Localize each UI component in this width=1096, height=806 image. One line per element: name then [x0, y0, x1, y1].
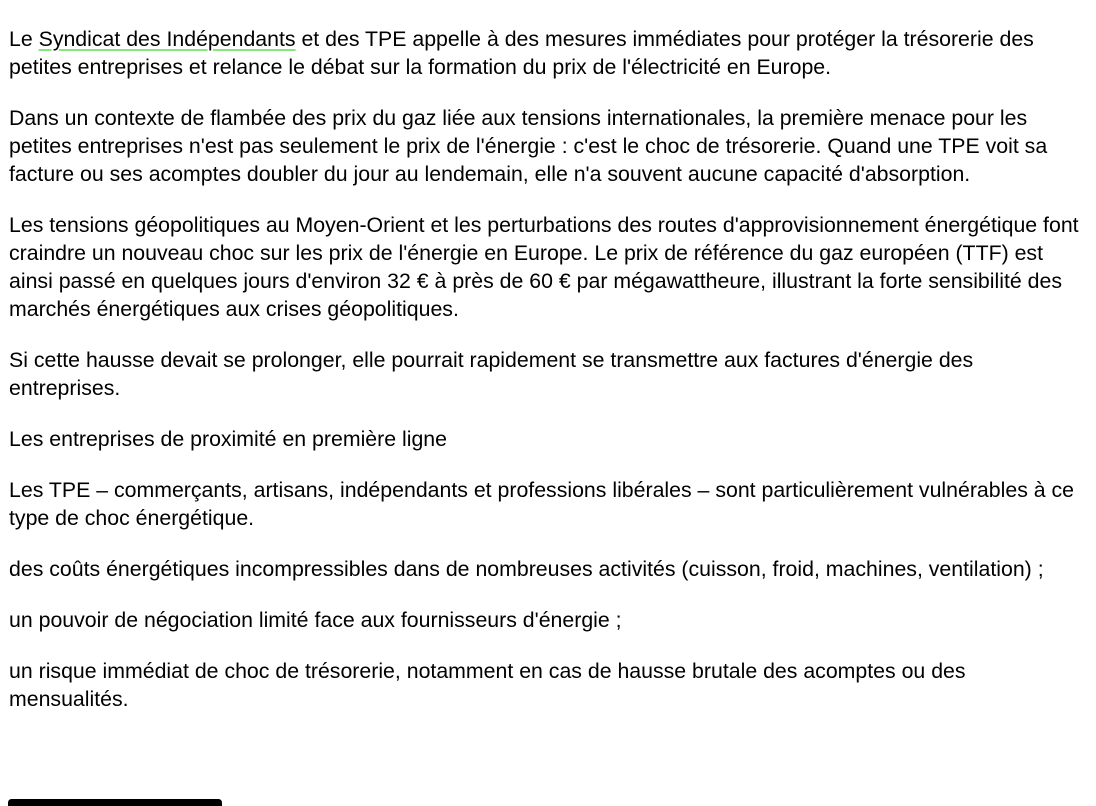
- section-heading-entreprises-proximite: Les entreprises de proximité en première ligne: [9, 427, 447, 451]
- paragraph-hausse-prolongee: Si cette hausse devait se prolonger, elle pourrait rapidement se transmettre aux factures d'énergie des entreprises.: [9, 348, 974, 400]
- intro-suffix: et des TPE appelle à des mesures immédiates pour protéger la trésorerie des petites entreprises et relance le débat sur la formation du prix de l'électricité en Europe.: [9, 27, 1034, 79]
- syndicat-des-independants-link[interactable]: Syndicat des Indépendants: [38, 27, 296, 51]
- paragraph-intro: [9, 25, 1080, 81]
- paragraph-tensions-geopolitiques: Les tensions géopolitiques au Moyen-Orient et les perturbations des routes d'approvisionnement énergétique font craindre un nouveau choc sur les prix de l'énergie en Europe. Le prix de référence du gaz européen (TTF) est ainsi passé en quelques jours d'environ 32 € à près de 60 € par mégawattheure, illustrant la forte sensibilité des marchés énergétiques aux crises géopolitiques.: [9, 213, 1079, 321]
- intro-prefix: Le: [9, 27, 39, 51]
- paragraph-pouvoir-negociation: un pouvoir de négociation limité face aux fournisseurs d'énergie ;: [9, 608, 622, 632]
- paragraph-couts-energetiques: des coûts énergétiques incompressibles dans de nombreuses activités (cuisson, froid, machines, ventilation) ;: [9, 557, 1044, 581]
- paragraph-context-gaz: Dans un contexte de flambée des prix du gaz liée aux tensions internationales, la première menace pour les petites entreprises n'est pas seulement le prix de l'énergie : c'est le choc de trésorerie. Quand une TPE voit sa facture ou ses acomptes doubler du jour au lendemain, elle n'a souvent aucune capacité d'absorption.: [9, 106, 1048, 186]
- bottom-edge-bar: [8, 799, 222, 806]
- paragraph-risque-tresorerie: un risque immédiat de choc de trésorerie, notamment en cas de hausse brutale des acomptes ou des mensualités.: [9, 659, 966, 711]
- paragraph-tpe-vulnerables: Les TPE – commerçants, artisans, indépendants et professions libérales – sont particulièrement vulnérables à ce type de choc énergétique.: [9, 478, 1075, 530]
